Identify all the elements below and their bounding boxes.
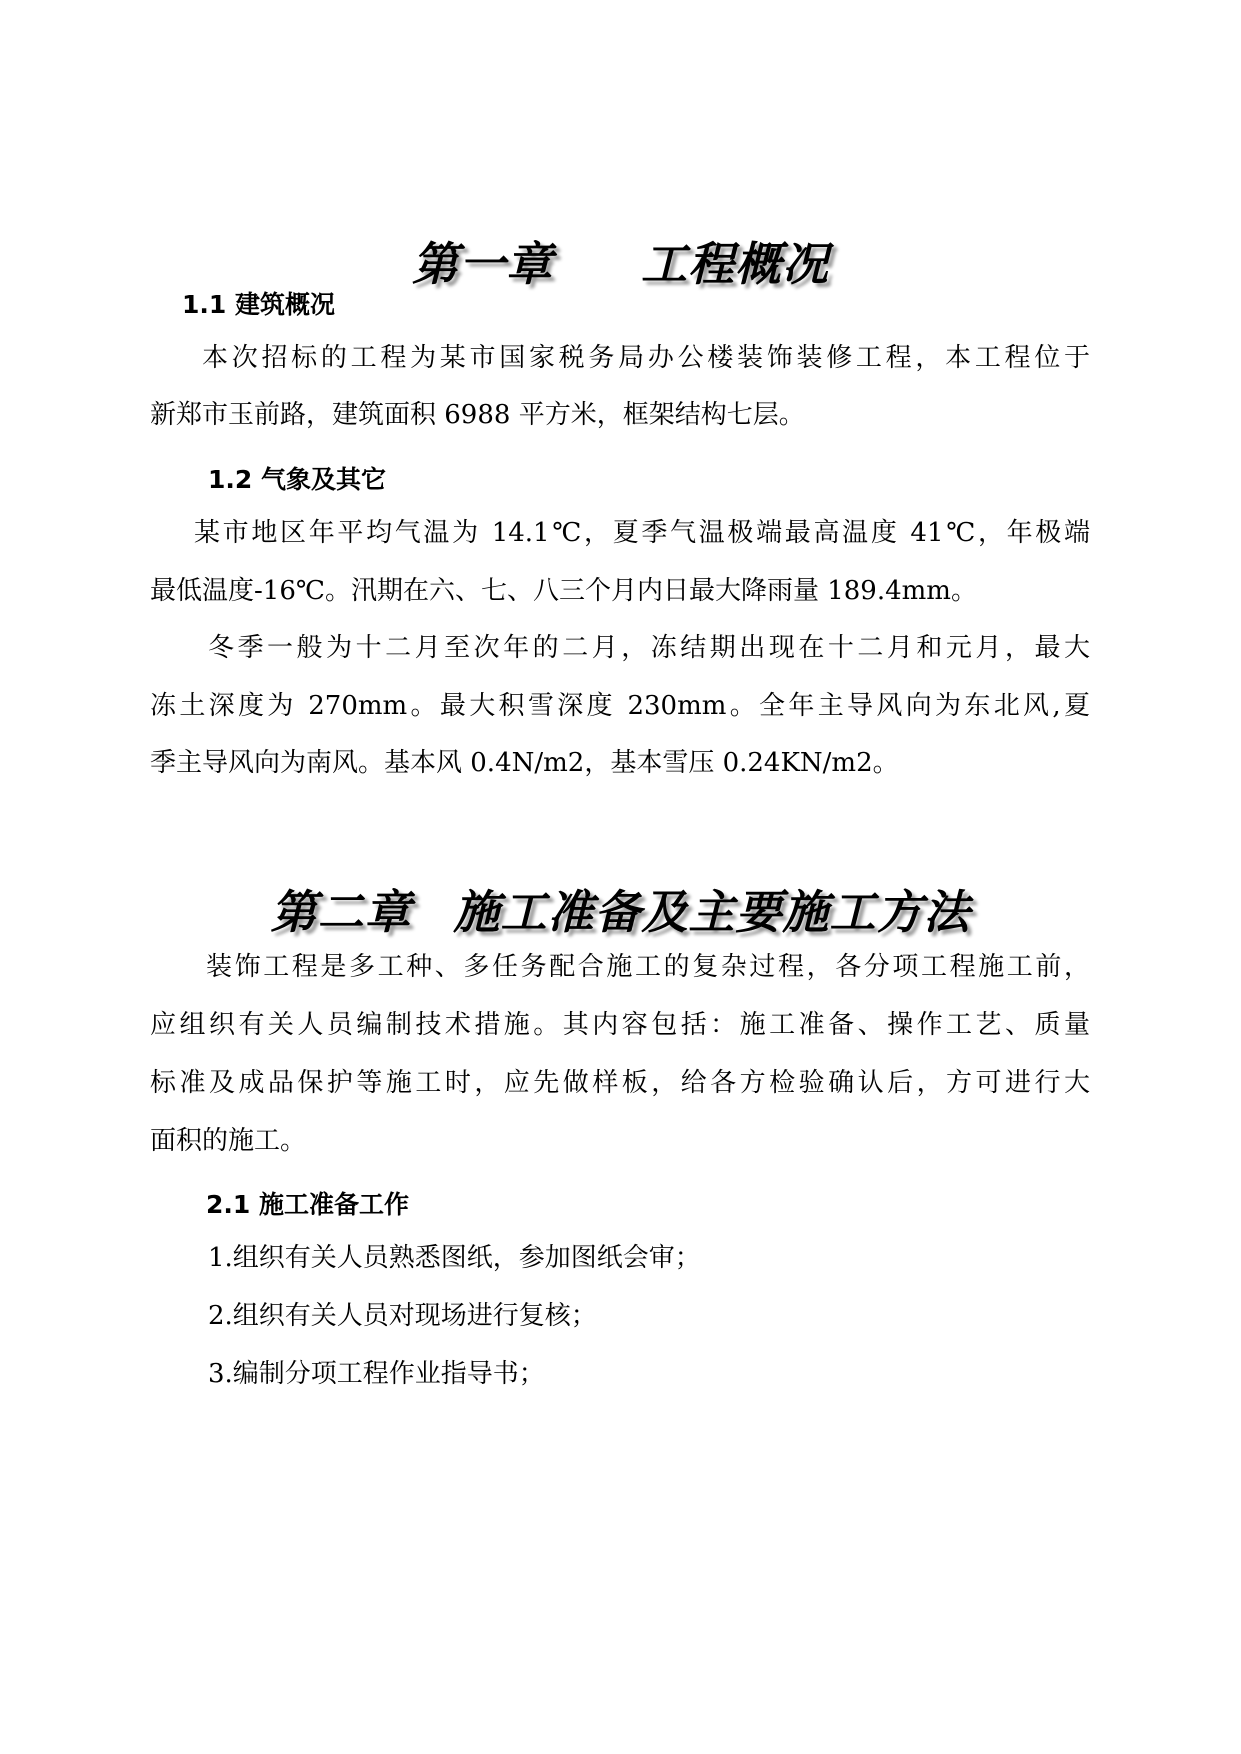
section-2-1-heading: 2.1 施工准备工作 bbox=[206, 1190, 409, 1219]
paragraph-line: 装饰工程是多工种、多任务配合施工的复杂过程，各分项工程施工前， bbox=[206, 952, 1090, 982]
chapter-2-number: 第二章 bbox=[270, 885, 412, 939]
paragraph-line: 冻土深度为 270mm。最大积雪深度 230mm。全年主导风向为东北风,夏 bbox=[150, 691, 1090, 721]
section-1-2-heading: 1.2 气象及其它 bbox=[208, 465, 386, 494]
list-item: 2.组织有关人员对现场进行复核； bbox=[208, 1301, 597, 1331]
section-1-1-heading: 1.1 建筑概况 bbox=[182, 290, 335, 319]
paragraph-line: 新郑市玉前路，建筑面积 6988 平方米，框架结构七层。 bbox=[150, 400, 805, 430]
paragraph-line: 最低温度-16℃。汛期在六、七、八三个月内日最大降雨量 189.4mm。 bbox=[150, 576, 977, 606]
list-item: 3.编制分项工程作业指导书； bbox=[208, 1359, 545, 1389]
chapter-1-name: 工程概况 bbox=[641, 237, 829, 291]
chapter-2-title bbox=[0, 876, 1241, 942]
paragraph-line: 某市地区年平均气温为 14.1℃，夏季气温极端最高温度 41℃，年极端 bbox=[194, 518, 1090, 548]
paragraph-line: 应组织有关人员编制技术措施。其内容包括：施工准备、操作工艺、质量 bbox=[150, 1010, 1090, 1040]
paragraph-line: 季主导风向为南风。基本风 0.4N/m2，基本雪压 0.24KN/m2。 bbox=[150, 748, 899, 778]
paragraph-line: 冬季一般为十二月至次年的二月，冻结期出现在十二月和元月，最大 bbox=[208, 633, 1090, 663]
list-item: 1.组织有关人员熟悉图纸，参加图纸会审； bbox=[208, 1243, 701, 1273]
chapter-2-name: 施工准备及主要施工方法 bbox=[453, 885, 971, 939]
paragraph-line: 标准及成品保护等施工时，应先做样板，给各方检验确认后，方可进行大 bbox=[150, 1068, 1090, 1098]
paragraph-line: 面积的施工。 bbox=[150, 1126, 307, 1156]
chapter-1-number: 第一章 bbox=[412, 237, 553, 291]
paragraph-line: 本次招标的工程为某市国家税务局办公楼装饰装修工程，本工程位于 bbox=[202, 343, 1090, 373]
